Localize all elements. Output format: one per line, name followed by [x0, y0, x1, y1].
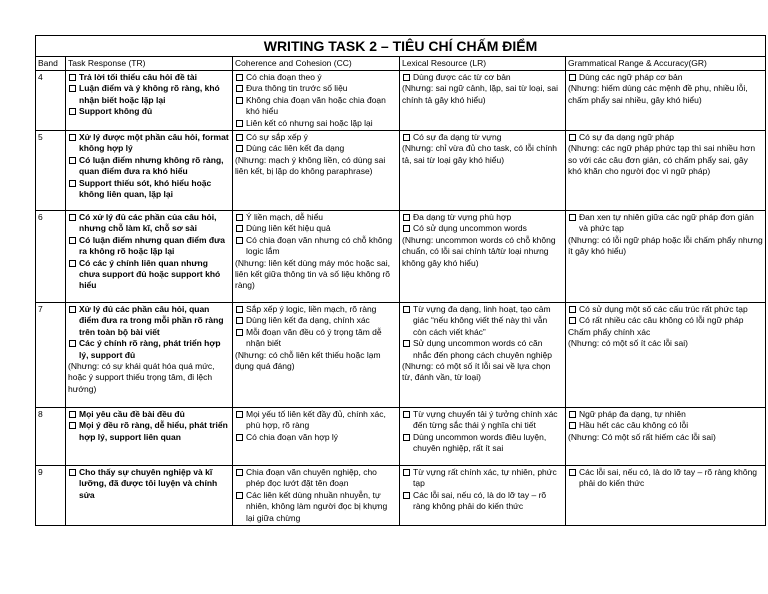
band-row-9 [36, 466, 766, 526]
criterion-text: Dùng uncommon words điêu luyện, chuyên nghiệp, rất ít sai [413, 431, 547, 454]
checkbox-icon[interactable] [69, 74, 76, 81]
criterion-note: (Nhưng: các ngữ pháp phức tạp thì sai nhiều hơn so với các câu đơn giản, có chấm phẩy sai, gây khó khăn cho người đọc vì ngữ pháp) [568, 143, 756, 177]
criterion-text: Có sự đa dạng ngữ pháp [579, 132, 675, 143]
checkbox-icon[interactable] [69, 260, 76, 267]
criterion-item [68, 155, 230, 178]
header-grammatical-range: Grammatical Range & Accuracy(GR) [566, 57, 766, 71]
coherence-cohesion-cell [233, 131, 400, 211]
coherence-cohesion-cell [233, 466, 400, 526]
criterion-item [568, 212, 763, 235]
criterion-text: Có luận điểm nhưng quan điểm đưa ra không rõ hoặc lặp lại [79, 234, 225, 257]
criterion-text: Mọi ý đều rõ ràng, dễ hiểu, phát triển hợp lý, support liên quan [79, 420, 228, 442]
criterion-item [402, 432, 563, 455]
band-number: 9 [36, 466, 66, 526]
criterion-item [235, 304, 397, 315]
band-row-6 [36, 211, 766, 303]
checkbox-icon[interactable] [403, 469, 410, 476]
checkbox-icon[interactable] [69, 340, 76, 347]
criterion-text: Có sự đa dạng từ vựng [413, 132, 502, 143]
criterion-item [402, 409, 563, 432]
checkbox-icon[interactable] [236, 225, 243, 232]
criterion-text: Mọi yếu tố liên kết đầy đủ, chính xác, phù hợp, rõ ràng [246, 409, 386, 431]
criterion-note: (Nhưng: có chỗ liên kết thiếu hoặc lạm dụng quá đáng) [235, 349, 381, 372]
band-row-4 [36, 71, 766, 131]
band-number: 8 [36, 408, 66, 466]
lexical-resource-cell [400, 466, 566, 526]
criterion-item [68, 304, 230, 338]
criterion-text: Các lỗi sai, nếu có, là do lỡ tay – rõ ràng không phải do kiến thức [413, 489, 547, 512]
checkbox-icon[interactable] [69, 157, 76, 164]
criterion-note: (Nhưng: chỉ vừa đủ cho task, có lỗi chính tả, sai từ loại gây khó hiểu) [402, 143, 558, 165]
criterion-item [68, 72, 230, 83]
criterion-text: Support thiếu sót, khó hiểu hoặc không liên quan, lặp lại [79, 177, 212, 200]
task-response-cell [66, 131, 233, 211]
header-task-response: Task Response (TR) [66, 57, 233, 71]
checkbox-icon[interactable] [69, 134, 76, 141]
checkbox-icon[interactable] [569, 134, 576, 141]
criterion-item [568, 467, 763, 490]
criterion-item [235, 315, 397, 326]
criterion-text: Các liên kết dùng nhuần nhuyễn, tự nhiên, không làm người đọc bị khựng lại giữa chừng [246, 489, 388, 523]
criterion-text: Đa dạng từ vựng phù hợp [413, 212, 512, 223]
criterion-text: Từ vựng chuyển tải ý tưởng chính xác đến từng sắc thái ý nghĩa chi tiết [413, 409, 558, 431]
checkbox-icon[interactable] [236, 469, 243, 476]
criterion-item [68, 83, 230, 106]
checkbox-icon[interactable] [69, 422, 76, 429]
header-row [36, 57, 766, 71]
criterion-text: Có luận điểm nhưng không rõ ràng, quan điểm đưa ra khó hiểu [79, 154, 224, 177]
lexical-resource-cell [400, 71, 566, 131]
criterion-text: Support không đủ [79, 106, 153, 117]
criterion-text: Có chia đoạn theo ý [246, 72, 322, 82]
task-response-cell [66, 466, 233, 526]
criterion-item [235, 409, 397, 432]
grammatical-range-cell [566, 71, 766, 131]
criterion-item [235, 327, 397, 350]
criterion-text: Chia đoạn văn chuyên nghiệp, cho phép đọc lướt đặt tên đoạn [246, 467, 377, 489]
criterion-item [68, 178, 230, 201]
checkbox-icon[interactable] [569, 317, 576, 324]
band-row-7 [36, 303, 766, 408]
criterion-text: Dùng các ngữ pháp cơ bản [579, 72, 683, 82]
criterion-note: (Nhưng: hiếm dùng các mệnh đề phụ, nhiều lỗi, chấm phẩy sai nhiều, gây khó hiểu) [568, 83, 748, 105]
criterion-item [235, 132, 397, 143]
page-title: WRITING TASK 2 – TIÊU CHÍ CHẤM ĐIỂM [36, 36, 766, 57]
criterion-text: Dùng các liên kết đa dạng [246, 143, 345, 154]
header-band: Band [36, 57, 66, 71]
checkbox-icon[interactable] [69, 180, 76, 187]
criterion-text: Có sử dụng uncommon words [413, 223, 527, 234]
checkbox-icon[interactable] [69, 237, 76, 244]
criterion-item [235, 223, 397, 234]
criterion-text: Có chia đoạn văn nhưng có chỗ không logic lắm [246, 234, 393, 257]
task-response-cell [66, 71, 233, 131]
checkbox-icon[interactable] [569, 306, 576, 313]
criterion-text: Có xử lý đủ các phần của câu hỏi, nhưng chỗ làm kĩ, chỗ sơ sài [79, 212, 217, 234]
criterion-item [402, 467, 563, 490]
criterion-item [568, 132, 763, 143]
criterion-text: Từ vựng rất chính xác, tự nhiên, phức tạp [413, 467, 557, 489]
criterion-text: Dùng được các từ cơ bản [413, 72, 511, 82]
checkbox-icon[interactable] [236, 120, 243, 127]
checkbox-icon[interactable] [403, 492, 410, 499]
grammatical-range-cell [566, 131, 766, 211]
criteria-table [35, 35, 766, 526]
grammatical-range-cell [566, 303, 766, 408]
checkbox-icon[interactable] [569, 469, 576, 476]
criterion-note: (Nhưng: mạch ý không liền, có dùng sai liên kết, bị lặp do không paraphrase) [235, 154, 386, 177]
checkbox-icon[interactable] [236, 85, 243, 92]
checkbox-icon[interactable] [569, 74, 576, 81]
criterion-item [402, 304, 563, 338]
criterion-item [68, 235, 230, 258]
criterion-text: Các ý chính rõ ràng, phát triển hợp lý, support đủ [79, 338, 221, 360]
criterion-item [235, 95, 397, 118]
criterion-item [402, 338, 563, 361]
criterion-item [235, 143, 397, 154]
checkbox-icon[interactable] [403, 411, 410, 418]
criterion-note: (Nhưng: có lỗi ngữ pháp hoặc lỗi chấm phẩy nhưng ít gây khó hiểu) [568, 234, 763, 257]
criterion-text: Xử lý được một phần câu hỏi, format không hợp lý [79, 132, 229, 154]
header-lexical-resource: Lexical Resource (LR) [400, 57, 566, 71]
checkbox-icon[interactable] [403, 214, 410, 221]
criterion-text: Hầu hết các câu không có lỗi [579, 420, 689, 431]
criterion-item [402, 490, 563, 513]
criterion-text: Mọi yêu cầu đề bài đều đủ [79, 409, 185, 420]
header-coherence-cohesion: Coherence and Cohesion (CC) [233, 57, 400, 71]
band-row-8 [36, 408, 766, 466]
criterion-note: Chấm phẩy chính xác [568, 326, 651, 337]
criterion-text: Có chia đoạn văn hợp lý [246, 431, 339, 442]
checkbox-icon[interactable] [236, 434, 243, 441]
criterion-note: (Nhưng: Có một số rất hiếm các lỗi sai) [568, 431, 716, 442]
criterion-item [68, 467, 230, 501]
criterion-text: Đưa thông tin trước số liệu [246, 83, 348, 94]
band-number: 6 [36, 211, 66, 303]
criterion-text: Cho thấy sự chuyên nghiệp và kĩ lưỡng, đã được tôi luyện và chính sửa [79, 467, 218, 500]
criterion-item [68, 409, 230, 420]
checkbox-icon[interactable] [69, 85, 76, 92]
criterion-item [402, 212, 563, 223]
band-number: 7 [36, 303, 66, 408]
band-number: 5 [36, 131, 66, 211]
checkbox-icon[interactable] [69, 306, 76, 313]
criterion-item [568, 409, 763, 420]
criterion-note: (Nhưng: có một số ít các lỗi sai) [568, 338, 689, 349]
checkbox-icon[interactable] [236, 306, 243, 313]
criterion-item [235, 212, 397, 223]
criterion-item [235, 118, 397, 129]
criterion-text: Sử dụng uncommon words có căn nhắc đến phong cách chuyên nghiệp [413, 338, 552, 360]
criterion-item [235, 490, 397, 524]
checkbox-icon[interactable] [403, 340, 410, 347]
checkbox-icon[interactable] [69, 411, 76, 418]
checkbox-icon[interactable] [69, 469, 76, 476]
checkbox-icon[interactable] [69, 108, 76, 115]
grammatical-range-cell [566, 211, 766, 303]
criterion-text: Từ vựng đa dạng, linh hoạt, tạo cảm giác “nếu không viết thế này thì vẫn còn cách viết khác” [413, 304, 551, 337]
checkbox-icon[interactable] [236, 411, 243, 418]
grammatical-range-cell [566, 408, 766, 466]
checkbox-icon[interactable] [236, 317, 243, 324]
criterion-item [235, 235, 397, 258]
criterion-note: (Nhưng: có một số ít lỗi sai về lựa chọn từ, đánh vần, từ loại) [402, 361, 551, 383]
criterion-text: Ngữ pháp đa dạng, tự nhiên [579, 409, 686, 420]
criterion-text: Đan xen tự nhiên giữa các ngữ pháp đơn giản và phức tạp [579, 212, 754, 234]
checkbox-icon[interactable] [236, 214, 243, 221]
lexical-resource-cell [400, 303, 566, 408]
criterion-text: Có sự sắp xếp ý [246, 132, 308, 143]
criterion-item [568, 315, 763, 326]
lexical-resource-cell [400, 131, 566, 211]
criterion-text: Dùng liên kết đa dạng, chính xác [246, 315, 370, 326]
criterion-note: (Nhưng: có sự khái quát hóa quá mức, hoặc ý support thiếu trọng tâm, đi lệch hướng) [68, 361, 215, 394]
criterion-item [68, 132, 230, 155]
checkbox-icon[interactable] [236, 134, 243, 141]
criterion-text: Có sử dụng một số các cấu trúc rất phức tạp [579, 304, 748, 315]
checkbox-icon[interactable] [236, 145, 243, 152]
criterion-text: Có các ý chính liên quan nhưng chưa support đủ hoặc support khó hiểu [79, 257, 221, 291]
criterion-item [402, 132, 563, 143]
criterion-item [68, 212, 230, 235]
coherence-cohesion-cell [233, 71, 400, 131]
checkbox-icon[interactable] [569, 214, 576, 221]
criterion-note: (Nhưng: liên kết dùng máy móc hoặc sai, liên kết giữa thông tin và số liệu không rõ ràng) [235, 257, 391, 291]
coherence-cohesion-cell [233, 408, 400, 466]
checkbox-icon[interactable] [403, 225, 410, 232]
criterion-text: Xử lý đủ các phần câu hỏi, quan điểm đưa ra trong mỗi phần rõ ràng trên toàn bộ bài viết [79, 304, 224, 337]
task-response-cell [66, 408, 233, 466]
criterion-item [402, 223, 563, 234]
criterion-item [68, 258, 230, 292]
criterion-text: Dùng liên kết hiệu quả [246, 223, 331, 234]
checkbox-icon[interactable] [403, 434, 410, 441]
criterion-text: Sắp xếp ý logic, liền mạch, rõ ràng [246, 304, 377, 315]
criterion-text: Trả lời tối thiểu câu hỏi đề tài [79, 72, 197, 82]
criterion-item [568, 72, 763, 83]
criterion-text: Không chia đoạn văn hoặc chia đoạn khó hiểu [246, 94, 386, 117]
criterion-item [568, 304, 763, 315]
checkbox-icon[interactable] [236, 97, 243, 104]
band-row-5 [36, 131, 766, 211]
criterion-text: Liên kết có nhưng sai hoặc lặp lại [246, 117, 373, 128]
lexical-resource-cell [400, 408, 566, 466]
criterion-text: Các lỗi sai, nếu có, là do lỡ tay – rõ ràng không phải do kiến thức [579, 467, 758, 489]
criterion-item [402, 72, 563, 83]
checkbox-icon[interactable] [569, 411, 576, 418]
criterion-item [235, 83, 397, 94]
task-response-cell [66, 303, 233, 408]
criterion-note: (Nhưng: sai ngữ cảnh, lặp, sai từ loại, sai chính tả gây khó hiểu) [402, 83, 558, 105]
checkbox-icon[interactable] [403, 306, 410, 313]
grammatical-range-cell [566, 466, 766, 526]
criterion-item [68, 420, 230, 443]
checkbox-icon[interactable] [236, 237, 243, 244]
criterion-item [68, 338, 230, 361]
checkbox-icon[interactable] [569, 422, 576, 429]
checkbox-icon[interactable] [69, 214, 76, 221]
band-number: 4 [36, 71, 66, 131]
checkbox-icon[interactable] [403, 134, 410, 141]
criterion-item [235, 72, 397, 83]
coherence-cohesion-cell [233, 303, 400, 408]
coherence-cohesion-cell [233, 211, 400, 303]
checkbox-icon[interactable] [236, 329, 243, 336]
checkbox-icon[interactable] [236, 74, 243, 81]
criterion-item [235, 432, 397, 443]
criterion-item [568, 420, 763, 431]
lexical-resource-cell [400, 211, 566, 303]
criterion-item [235, 467, 397, 490]
criterion-text: Luận điểm và ý không rõ ràng, khó nhận biết hoặc lặp lại [79, 83, 220, 105]
criterion-text: Ý liền mạch, dễ hiểu [246, 212, 324, 223]
checkbox-icon[interactable] [403, 74, 410, 81]
criterion-item [68, 106, 230, 117]
criterion-note: (Nhưng: uncommon words có chỗ không chuẩn, có lỗi sai chính tả/từ loại nhưng không gây khó hiểu) [402, 234, 556, 268]
criterion-text: Mỗi đoạn văn đều có ý trọng tâm dễ nhận biết [246, 326, 382, 349]
criterion-text: Có rất nhiều các câu không có lỗi ngữ pháp [579, 315, 744, 326]
task-response-cell [66, 211, 233, 303]
checkbox-icon[interactable] [236, 492, 243, 499]
